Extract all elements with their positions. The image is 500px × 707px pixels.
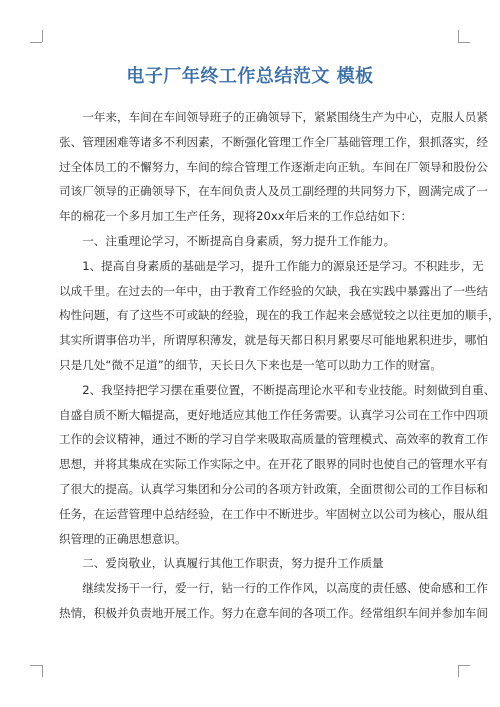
paragraph-line: 热情，积极并负责地开展工作。努力在意车间的各项工作。经常组织车间并参加车间 [59, 605, 488, 620]
paragraph-line: 只是几处“微不足道”的细节，天长日久下来也是一笔可以助力工作的财富。 [59, 357, 443, 372]
paragraph-line: 了很大的提高。认真学习集团和分公司的各项方针政策，全面贯彻公司的工作目标和 [59, 481, 488, 496]
paragraph-line: 织管理的正确思想意识。 [59, 531, 187, 546]
crop-mark-bottom-right-v [458, 665, 459, 677]
paragraph-line: 工作的会议精神，通过不断的学习自学来吸取高质量的管理模式、高效率的教育工作 [59, 432, 488, 447]
paragraph [59, 105, 488, 229]
paragraph-line: 自盛自质不断大幅提高，更好地适应其他工作任务需要。认真学习公司在工作中四项 [59, 407, 488, 422]
paragraph [59, 576, 488, 626]
paragraph [59, 378, 496, 552]
crop-mark-top-left-h [30, 42, 42, 43]
crop-mark-top-right-v [458, 30, 459, 42]
paragraph [59, 254, 500, 378]
paragraph [59, 551, 441, 576]
paragraph-line: 其实所谓事倍功半，所谓厚积薄发，就是每天都日积月累要尽可能地累积进步，哪怕 [59, 333, 488, 348]
crop-mark-top-right-h [458, 42, 470, 43]
paragraph-line: 继续发扬干一行，爱一行，钻一行的工作作风，以高度的责任感、使命感和工作 [82, 581, 488, 596]
crop-mark-top-left-v [42, 30, 43, 42]
paragraph-line: 构性问题，有了这些不可或缺的经验，现在的我工作起来会感觉较之以往更加的顺手， [59, 308, 500, 323]
crop-mark-bottom-left-h [30, 665, 42, 666]
paragraph-line: 一、注重理论学习，不断提高自身素质，努力提升工作能力。 [82, 233, 396, 248]
paragraph-line: 司该厂领导的正确领导下，在车间负责人及员工副经理的共同努力下，圆满完成了一 [59, 184, 488, 199]
paragraph-line: 年的棉花一个多月加工生产任务，现将20xx年后来的工作总结如下： [59, 209, 413, 224]
crop-mark-bottom-right-h [458, 665, 470, 666]
paragraph-line: 一年来，车间在车间领导班子的正确领导下，紧紧围绕生产为中心，克服人员紧 [82, 110, 488, 124]
paragraph-line: 过全体员工的不懈努力，车间的综合管理工作逐渐走向正轨。车间在厂领导和股份公 [59, 159, 488, 174]
paragraph-line: 1、提高自身素质的基础是学习，提升工作能力的源泉还是学习。不积跬步，无 [82, 258, 484, 273]
crop-mark-bottom-left-v [42, 665, 43, 677]
paragraph-line: 2、我坚持把学习摆在重要位置，不断提高理论水平和专业技能。时刻做到自重、 [82, 382, 496, 397]
paragraph-line: 二、爱岗敬业，认真履行其他工作职责，努力提升工作质量 [82, 556, 384, 571]
paragraph-line: 张、管理困难等诸多不利因素，不断强化管理工作全厂基础管理工作，狠抓落实，经 [59, 134, 488, 149]
paragraph-line: 以成千里。在过去的一年中，由于教育工作经验的欠缺，我在实践中暴露出了一些结 [59, 283, 488, 298]
document-title: 电子厂年终工作总结范文 模板 [126, 66, 374, 87]
paragraph-line: 任务，在运营管理中总结经验，在工作中不断进步。牢固树立以公司为核心，服从组 [59, 506, 488, 521]
paragraph-line: 思想，并将其集成在实际工作实际之中。在开花了眼界的同时也使自己的管理水平有 [59, 457, 488, 472]
document-body [59, 105, 500, 626]
paragraph [59, 229, 441, 254]
